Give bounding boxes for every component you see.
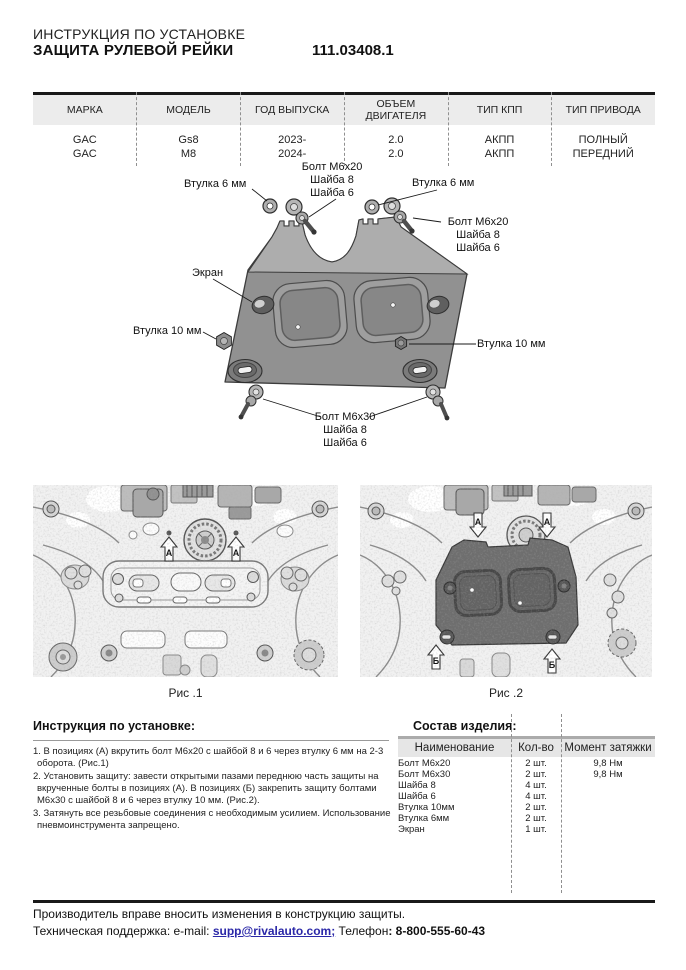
parts-row: Втулка 10мм 2 шт. — [398, 802, 547, 813]
parts-col-qty: Кол-во — [518, 742, 554, 754]
parts-row: Шайба 6 4 шт. — [398, 791, 547, 802]
callout-bolt-m6x30-bottom: Болт М6х30 Шайба 8 Шайба 6 — [314, 411, 376, 449]
bushing-6mm-right — [365, 200, 379, 214]
figure-1-photo — [33, 485, 338, 677]
spec-col-year: ГОД ВЫПУСКА — [255, 104, 330, 116]
page-title: ЗАЩИТА РУЛЕВОЙ РЕЙКИ — [33, 42, 234, 59]
bottom-left-slot — [228, 360, 262, 383]
callout-shield: Экран — [192, 267, 224, 279]
phone-number: : 8-800-555-60-43 — [388, 924, 486, 938]
parts-row: Экран 1 шт. — [398, 824, 547, 835]
spec-col-drive: ТИП ПРИВОДА — [565, 104, 641, 116]
parts-row: Втулка 6мм 2 шт. — [398, 813, 547, 824]
callout-bolt-m6x20-top: Болт М6х20 Шайба 8 Шайба 6 — [301, 161, 363, 199]
support-label: Техническая поддержка: e-mail: — [33, 924, 213, 938]
spec-divider — [551, 92, 552, 166]
footer-note: Производитель вправе вносить изменения в конструкцию защиты. — [33, 907, 406, 921]
shield-top-flange — [248, 217, 467, 274]
doc-type: ИНСТРУКЦИЯ ПО УСТАНОВКЕ — [33, 26, 246, 42]
install-step: 2. Установить защиту: завести открытыми пазами переднюю часть защиты на вкрученные болты в позициях (А). В позициях (Б) закрепить защиту болтами М6х30 с шайбой 8 и 6 через втулку 10 мм. (Рис.2). — [33, 771, 379, 806]
photo-grain — [360, 485, 652, 677]
bushing-6mm-left — [263, 199, 277, 213]
spec-divider — [344, 92, 345, 166]
callout-bushing-6mm-right: Втулка 6 мм — [412, 177, 475, 189]
figure-2-photo — [360, 485, 652, 677]
install-title: Инструкция по установке: — [33, 719, 195, 733]
spec-col-marka: МАРКА — [66, 104, 103, 116]
bolt-m6x30-right — [426, 385, 449, 420]
figure-2-caption: Рис .2 — [488, 686, 524, 700]
hole-dot — [391, 303, 395, 307]
spec-divider — [136, 92, 137, 166]
parts-col-name: Наименование — [414, 742, 495, 754]
spec-col-gearbox: ТИП КПП — [476, 104, 523, 116]
install-title-rule — [33, 740, 389, 741]
bolt-m6x30-left — [239, 385, 263, 419]
figure-1-caption: Рис .1 — [168, 686, 203, 700]
spec-row-1: GAC Gs8 2023- 2.0 АКПП ПОЛНЫЙ — [72, 134, 628, 146]
footer-rule — [33, 900, 655, 903]
phone-label: Телефон — [335, 924, 389, 938]
bottom-right-slot — [403, 360, 437, 383]
parts-row: Шайба 8 4 шт. — [398, 780, 547, 791]
support-email-link[interactable]: supp@rivalauto.com; — [212, 924, 336, 938]
right-recess — [352, 276, 431, 344]
callout-bushing-6mm-left: Втулка 6 мм — [184, 178, 247, 190]
spec-divider — [240, 92, 241, 166]
footer-support — [33, 924, 485, 938]
photo-grain — [33, 485, 338, 677]
parts-divider — [561, 714, 562, 893]
parts-title: Состав изделия: — [413, 719, 517, 733]
callout-bushing-10mm-left: Втулка 10 мм — [133, 325, 202, 337]
part-number: 111.03408.1 — [312, 42, 394, 59]
install-steps — [33, 746, 401, 833]
bushing-10mm-left — [217, 333, 232, 350]
install-step: 3. Затянуть все резьбовые соединения с необходимым усилием. Использование пневмоинструмента запрещено. — [33, 808, 391, 831]
parts-row: Болт М6х20 2 шт. 9,8 Нм — [398, 758, 623, 769]
install-step: 1. В позициях (А) вкрутить болт М6х20 с шайбой 8 и 6 через втулку 6 мм на 2-3 оборота. (Рис.1) — [33, 746, 384, 769]
hole-dot — [296, 325, 300, 329]
spec-col-engine: ОБЪЕМ ДВИГАТЕЛЯ — [365, 98, 427, 122]
parts-col-torque: Момент затяжки — [564, 742, 652, 754]
parts-divider — [511, 714, 512, 893]
left-recess — [271, 279, 348, 349]
parts-table-header — [398, 736, 655, 757]
callout-bushing-10mm-right: Втулка 10 мм — [477, 338, 546, 350]
spec-row-2: GAC M8 2024- 2.0 АКПП ПЕРЕДНИЙ — [72, 148, 634, 160]
spec-col-model: МОДЕЛЬ — [166, 104, 211, 116]
bushing-10mm-right — [395, 337, 406, 350]
spec-divider — [448, 92, 449, 166]
parts-row: Болт М6х30 2 шт. 9,8 Нм — [398, 769, 623, 780]
callout-bolt-m6x20-right: Болт М6х20 Шайба 8 Шайба 6 — [447, 216, 509, 254]
